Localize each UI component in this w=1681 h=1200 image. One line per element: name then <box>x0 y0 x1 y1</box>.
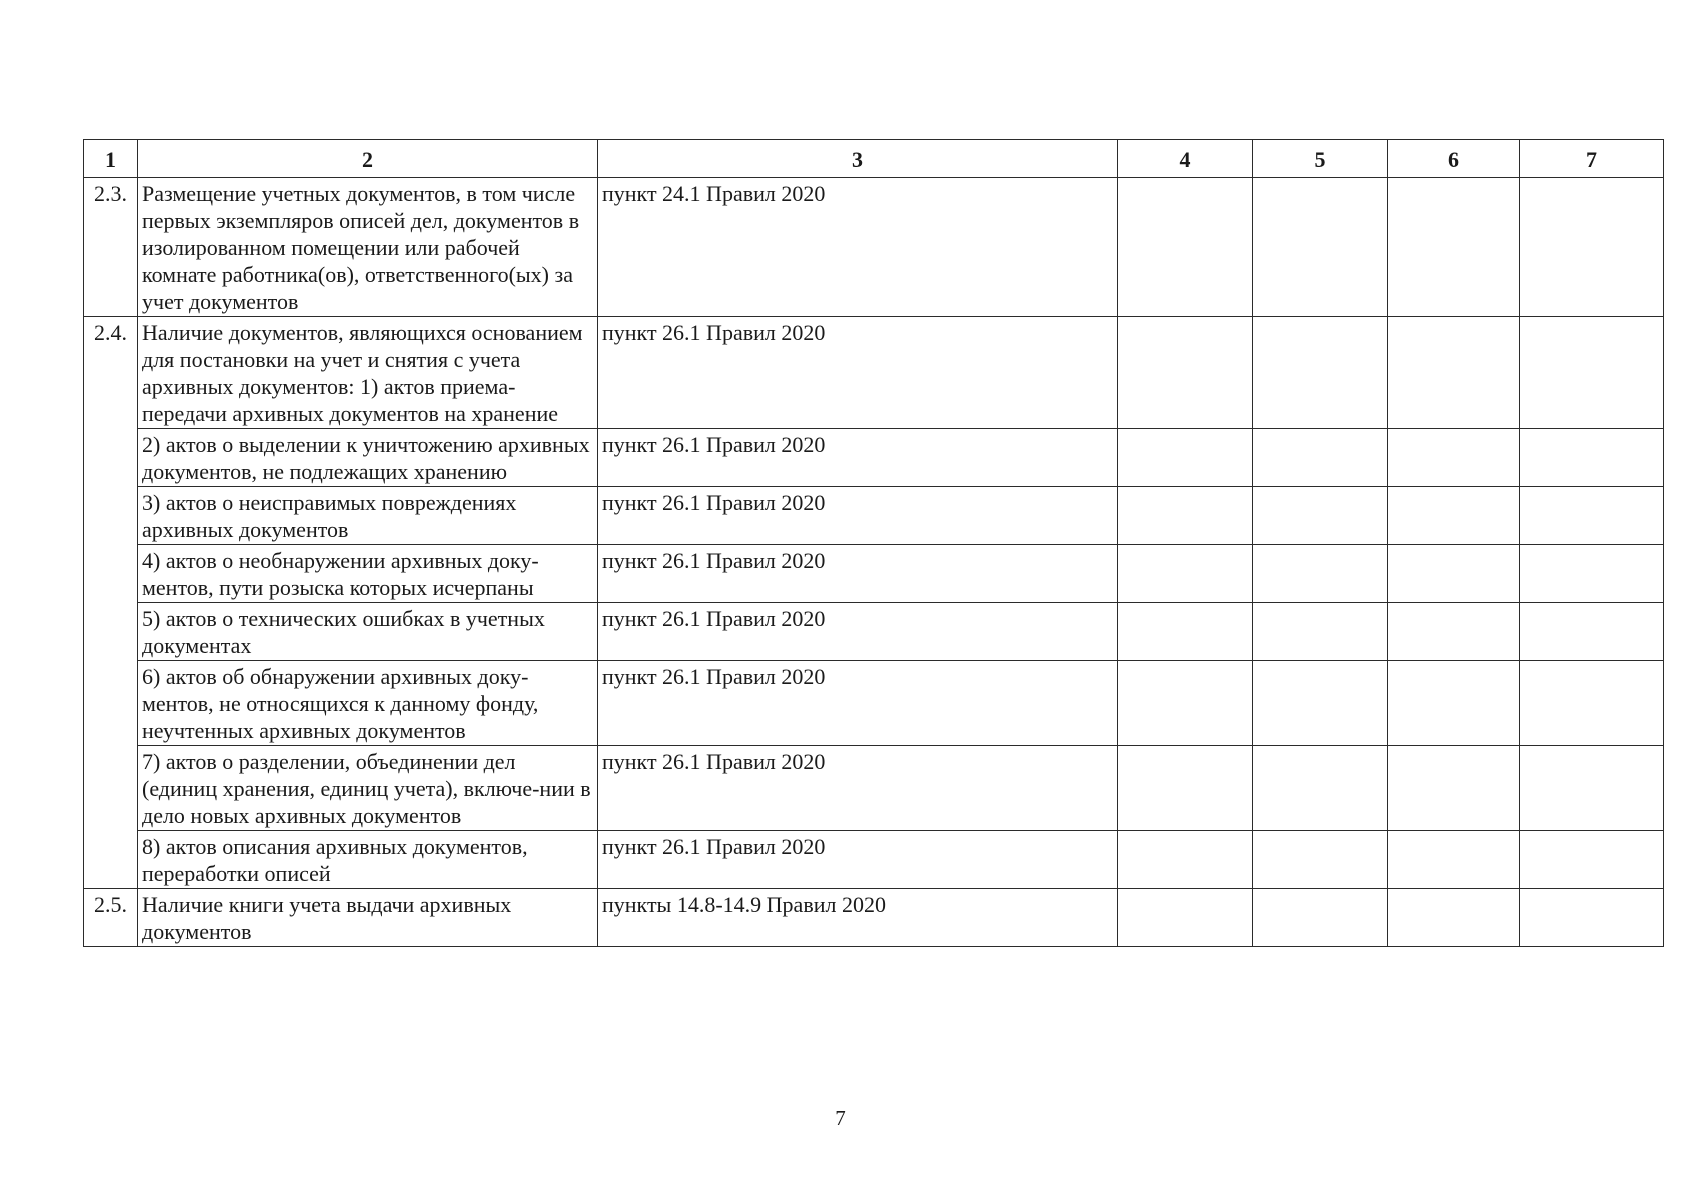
requirement-cell: 4) актов о необнаружении архивных доку-ментов, пути розыска которых исчерпаны <box>138 545 598 603</box>
item-number: 2.5. <box>84 889 138 947</box>
empty-cell <box>1520 603 1664 661</box>
empty-cell <box>1520 889 1664 947</box>
requirement-cell: 8) актов описания архивных документов, переработки описей <box>138 831 598 889</box>
column-header: 3 <box>598 140 1118 178</box>
empty-cell <box>1253 831 1388 889</box>
empty-cell <box>1388 178 1520 317</box>
empty-cell <box>1118 317 1253 429</box>
table-row <box>84 661 1664 746</box>
requirement-cell: 6) актов об обнаружении архивных доку-ментов, не относящихся к данному фонду, неучтенных архивных документов <box>138 661 598 746</box>
empty-cell <box>1118 178 1253 317</box>
table-row <box>84 889 1664 947</box>
empty-cell <box>1520 429 1664 487</box>
column-header: 2 <box>138 140 598 178</box>
table-row <box>84 178 1664 317</box>
empty-cell <box>1118 889 1253 947</box>
empty-cell <box>1253 661 1388 746</box>
table-row <box>84 429 1664 487</box>
empty-cell <box>1253 487 1388 545</box>
column-header: 4 <box>1118 140 1253 178</box>
empty-cell <box>1520 661 1664 746</box>
column-header: 7 <box>1520 140 1664 178</box>
reference-cell: пункт 24.1 Правил 2020 <box>598 178 1118 317</box>
empty-cell <box>1388 429 1520 487</box>
empty-cell <box>1520 487 1664 545</box>
empty-cell <box>1520 746 1664 831</box>
empty-cell <box>1253 889 1388 947</box>
empty-cell <box>1388 317 1520 429</box>
empty-cell <box>1520 545 1664 603</box>
item-number: 2.3. <box>84 178 138 317</box>
table-row <box>84 545 1664 603</box>
empty-cell <box>1118 661 1253 746</box>
empty-cell <box>1388 889 1520 947</box>
reference-cell: пункт 26.1 Правил 2020 <box>598 429 1118 487</box>
empty-cell <box>1253 545 1388 603</box>
reference-cell: пункт 26.1 Правил 2020 <box>598 661 1118 746</box>
empty-cell <box>1118 746 1253 831</box>
empty-cell <box>1118 429 1253 487</box>
requirement-cell: Наличие книги учета выдачи архивных документов <box>138 889 598 947</box>
reference-cell: пункт 26.1 Правил 2020 <box>598 545 1118 603</box>
item-number: 2.4. <box>84 317 138 889</box>
empty-cell <box>1118 603 1253 661</box>
empty-cell <box>1388 661 1520 746</box>
checklist-table <box>83 139 1664 947</box>
requirement-cell: Наличие документов, являющихся основанием для постановки на учет и снятия с учета архивных документов: 1) актов приема-передачи архивных документов на хранение <box>138 317 598 429</box>
empty-cell <box>1118 831 1253 889</box>
table-row <box>84 831 1664 889</box>
empty-cell <box>1253 603 1388 661</box>
empty-cell <box>1520 831 1664 889</box>
empty-cell <box>1388 831 1520 889</box>
requirement-cell: 3) актов о неисправимых повреждениях архивных документов <box>138 487 598 545</box>
table-row <box>84 317 1664 429</box>
reference-cell: пункт 26.1 Правил 2020 <box>598 317 1118 429</box>
requirement-cell: 7) актов о разделении, объединении дел (единиц хранения, единиц учета), включе-нии в дело новых архивных документов <box>138 746 598 831</box>
table-row <box>84 487 1664 545</box>
empty-cell <box>1388 545 1520 603</box>
table-header-row <box>84 140 1664 178</box>
requirement-cell: 5) актов о технических ошибках в учетных документах <box>138 603 598 661</box>
reference-cell: пункт 26.1 Правил 2020 <box>598 603 1118 661</box>
reference-cell: пункт 26.1 Правил 2020 <box>598 746 1118 831</box>
empty-cell <box>1253 429 1388 487</box>
table-row <box>84 746 1664 831</box>
empty-cell <box>1520 317 1664 429</box>
page-number: 7 <box>835 1106 846 1130</box>
column-header: 1 <box>84 140 138 178</box>
requirement-cell: Размещение учетных документов, в том числе первых экземпляров описей дел, документов в изолированном помещении или рабочей комнате работника(ов), ответственного(ых) за учет документов <box>138 178 598 317</box>
requirement-cell: 2) актов о выделении к уничтожению архивных документов, не подлежащих хранению <box>138 429 598 487</box>
empty-cell <box>1118 487 1253 545</box>
column-header: 6 <box>1388 140 1520 178</box>
empty-cell <box>1388 603 1520 661</box>
empty-cell <box>1253 746 1388 831</box>
empty-cell <box>1520 178 1664 317</box>
empty-cell <box>1253 317 1388 429</box>
empty-cell <box>1253 178 1388 317</box>
reference-cell: пункт 26.1 Правил 2020 <box>598 831 1118 889</box>
column-header: 5 <box>1253 140 1388 178</box>
empty-cell <box>1388 746 1520 831</box>
empty-cell <box>1118 545 1253 603</box>
reference-cell: пункты 14.8-14.9 Правил 2020 <box>598 889 1118 947</box>
empty-cell <box>1388 487 1520 545</box>
reference-cell: пункт 26.1 Правил 2020 <box>598 487 1118 545</box>
table-row <box>84 603 1664 661</box>
